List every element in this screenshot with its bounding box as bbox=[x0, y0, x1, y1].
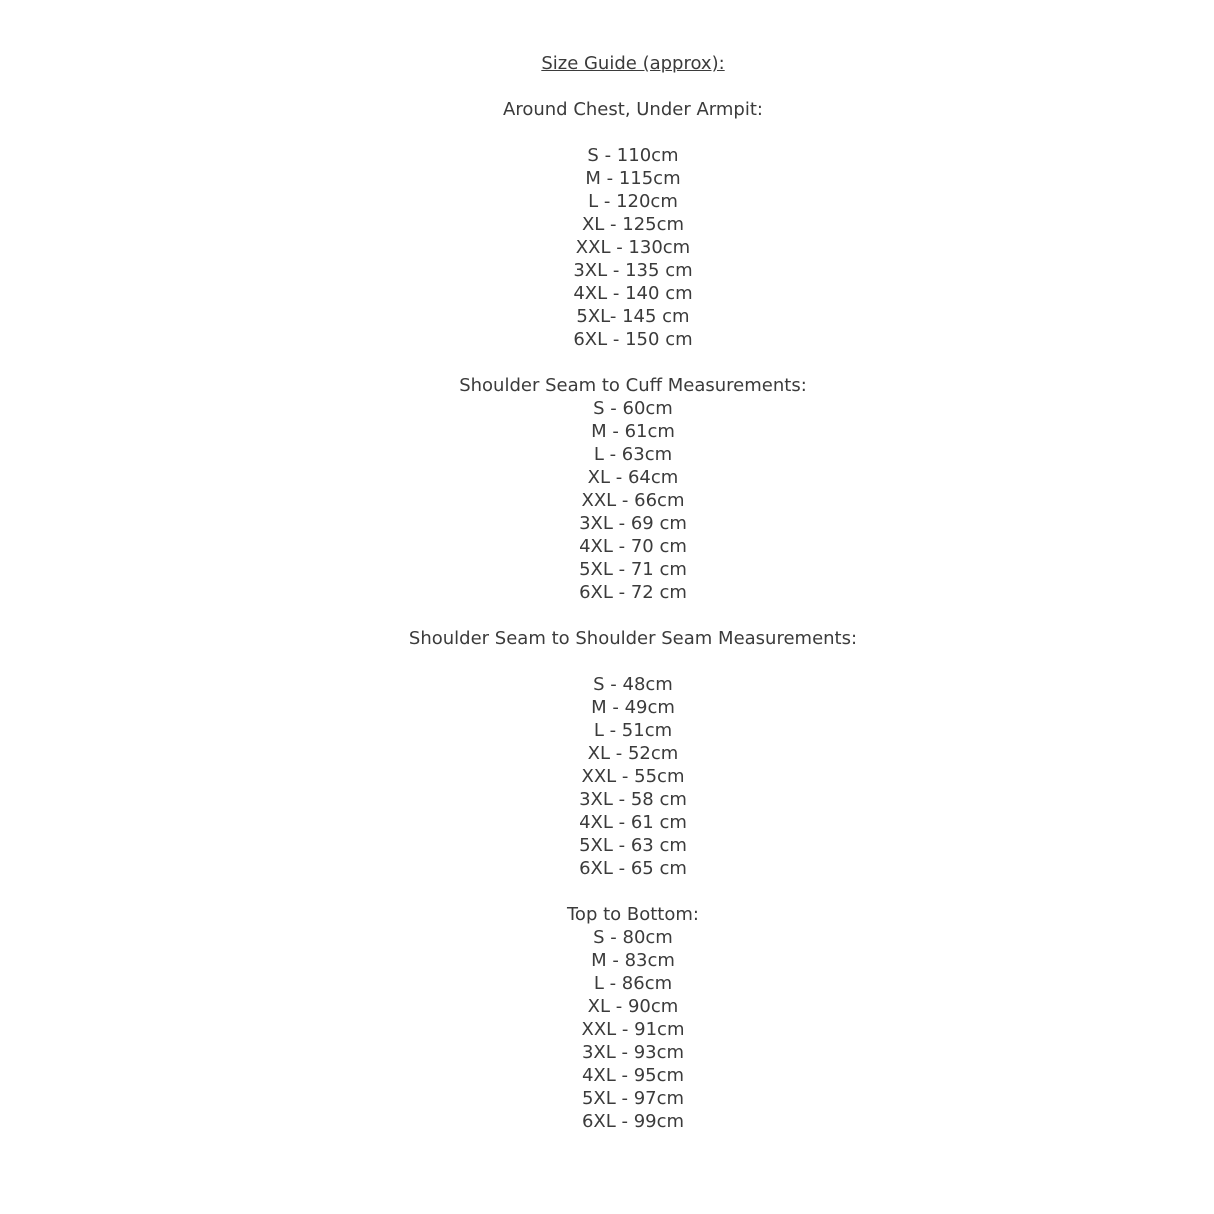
section-heading-around-chest: Around Chest, Under Armpit: bbox=[503, 99, 763, 120]
size-item: 4XL - 140 cm bbox=[573, 283, 693, 304]
size-item: 6XL - 72 cm bbox=[579, 582, 687, 603]
size-item: 4XL - 61 cm bbox=[579, 812, 687, 833]
size-list-shoulder-to-cuff bbox=[52, 397, 1214, 604]
size-list-top-to-bottom bbox=[52, 926, 1214, 1133]
size-item: 4XL - 95cm bbox=[581, 1065, 685, 1086]
size-item: XL - 64cm bbox=[587, 467, 679, 488]
size-item: 5XL- 145 cm bbox=[576, 306, 690, 327]
size-list-around-chest bbox=[52, 144, 1214, 351]
page-title bbox=[52, 52, 1214, 75]
size-item: L - 120cm bbox=[588, 191, 678, 212]
size-item: 6XL - 150 cm bbox=[573, 329, 693, 350]
size-item: 5XL - 63 cm bbox=[579, 835, 687, 856]
section-around-chest bbox=[52, 98, 1214, 351]
size-item: L - 51cm bbox=[593, 720, 673, 741]
size-item: XL - 52cm bbox=[587, 743, 679, 764]
size-item: S - 48cm bbox=[593, 674, 673, 695]
section-shoulder-to-cuff bbox=[52, 374, 1214, 604]
size-item: S - 110cm bbox=[587, 145, 679, 166]
size-item: 4XL - 70 cm bbox=[579, 536, 687, 557]
size-item: 3XL - 135 cm bbox=[573, 260, 693, 281]
size-item: L - 86cm bbox=[593, 973, 673, 994]
size-item: 6XL - 99cm bbox=[581, 1111, 685, 1132]
size-item: 5XL - 71 cm bbox=[579, 559, 687, 580]
section-heading-shoulder-to-shoulder: Shoulder Seam to Shoulder Seam Measurements: bbox=[408, 628, 858, 649]
size-item: 6XL - 65 cm bbox=[579, 858, 687, 879]
size-item: M - 49cm bbox=[591, 697, 675, 718]
size-item: S - 60cm bbox=[593, 398, 673, 419]
size-item: 3XL - 69 cm bbox=[579, 513, 687, 534]
page-title-text: Size Guide (approx): bbox=[541, 53, 725, 74]
size-item: XL - 90cm bbox=[587, 996, 679, 1017]
size-item: L - 63cm bbox=[593, 444, 673, 465]
size-item: 3XL - 58 cm bbox=[579, 789, 687, 810]
size-item: M - 83cm bbox=[591, 950, 675, 971]
size-item: M - 61cm bbox=[591, 421, 675, 442]
size-item: XL - 125cm bbox=[581, 214, 685, 235]
size-item: 3XL - 93cm bbox=[581, 1042, 685, 1063]
section-shoulder-to-shoulder bbox=[52, 627, 1214, 880]
size-item: XXL - 91cm bbox=[581, 1019, 685, 1040]
section-heading-shoulder-to-cuff: Shoulder Seam to Cuff Measurements: bbox=[459, 375, 807, 396]
size-item: XXL - 55cm bbox=[581, 766, 685, 787]
size-list-shoulder-to-shoulder bbox=[52, 673, 1214, 880]
size-item: XXL - 130cm bbox=[575, 237, 691, 258]
size-item: XXL - 66cm bbox=[581, 490, 685, 511]
size-item: 5XL - 97cm bbox=[581, 1088, 685, 1109]
section-top-to-bottom bbox=[52, 903, 1214, 1133]
section-heading-top-to-bottom: Top to Bottom: bbox=[567, 904, 699, 925]
size-item: S - 80cm bbox=[593, 927, 673, 948]
size-item: M - 115cm bbox=[585, 168, 681, 189]
